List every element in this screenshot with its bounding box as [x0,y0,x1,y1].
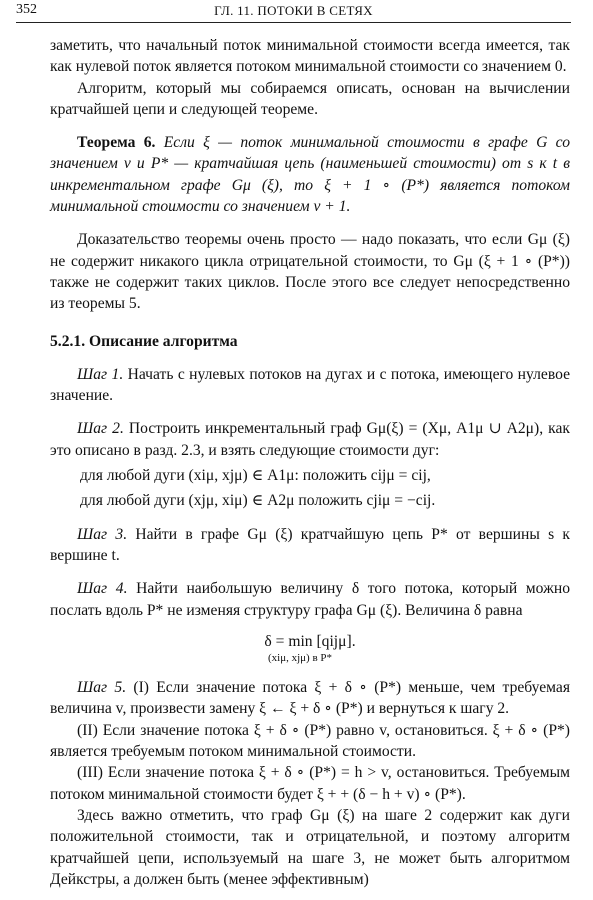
page-number: 352 [16,2,37,17]
step-4 [50,578,570,621]
step-3 [50,524,570,567]
step-2-label: Шаг 2. [77,420,124,438]
theorem-label: Теорема 6. [77,134,156,152]
step-5-label: Шаг 5. [77,679,127,697]
running-title: ГЛ. 11. ПОТОКИ В СЕТЯХ [214,3,373,18]
step-1 [50,364,570,407]
paragraph-algorithm: Алгоритм, который мы собираемся описать, основан на вычислении кратчайшей цепи и следующей теореме. [50,79,570,118]
step-1-text: Начать с нулевых потоков на дугах и с потока, имеющего нулевое значение. [50,365,570,405]
page-header [16,0,571,23]
step-4-label: Шаг 4. [77,580,128,598]
delta-formula-main: δ = min [qijμ]. [264,632,356,650]
step-5 [50,677,570,720]
paragraph-remark: Здесь важно отметить, что граф Gμ (ξ) на шаге 2 содержит как дуги положительной стоимости, так и отрицательной, и поэтому алгоритм кратчайшей цепи, используемый на шаге 3, не может быть алгоритмом Дейкстры, а должен быть (менее эффективным) [50,806,570,888]
step-2 [50,418,570,461]
theorem-text: Если ξ — поток минимальной стоимости в графе G со значением v и P* — кратчайшая цепь (наименьшей стоимости) от s к t в инкрементальном графе Gμ (ξ), то ξ + 1 ∘ (P*) является потоком минимальной стоимости со значением v + 1. [50,134,570,216]
formula-arc-a1: для любой дуги (xiμ, xjμ) ∈ A1μ: положить cijμ = cij, [80,467,431,485]
step-2-text: Построить инкрементальный граф Gμ(ξ) = (Xμ, A1μ ∪ A2μ), как это описано в разд. 2.3, и взять следующие стоимости дуг: [50,420,570,459]
step-3-text: Найти в графе Gμ (ξ) кратчайшую цепь P* от вершины s к вершине t. [50,525,570,564]
step-3-label: Шаг 3. [77,525,128,543]
page-body [50,35,570,890]
theorem-6 [50,132,570,217]
formula-arc-a2: для любой дуги (xjμ, xiμ) ∈ A2μ положить cjiμ = −cij. [80,492,436,510]
delta-formula [50,631,570,665]
step-4-text: Найти наибольшую величину δ того потока, который можно послать вдоль P* не изменяя структуру графа Gμ (ξ). Величина δ равна [50,580,571,619]
step-5-case-2: (II) Если значение потока ξ + δ ∘ (P*) равно v, остановиться. ξ + δ ∘ (P*) является требуемым потоком минимальной стоимости. [50,721,570,761]
step-5-case-3: (III) Если значение потока ξ + δ ∘ (P*) = h > v, остановиться. Требуемым потоком минимальной стоимости будет ξ + + (δ − h + v) ∘ (P*). [50,764,570,803]
step-1-label: Шаг 1. [77,365,124,383]
paragraph-intro: заметить, что начальный поток минимальной стоимости всегда имеется, так как нулевой поток является потоком минимальной стоимости со значением 0. [50,37,570,76]
paragraph-proof: Доказательство теоремы очень просто — надо показать, что если Gμ (ξ) не содержит никакого цикла отрицательной стоимости, то Gμ (ξ + 1 ∘ (P*)) также не содержит таких циклов. После этого все следует непосредственно из теоремы 5. [50,231,570,313]
delta-formula-subscript: (xiμ, xjμ) в P* [267,652,333,665]
step-5-text: (I) Если значение потока ξ + δ ∘ (P*) меньше, чем требуемая величина v, произвести замену ξ ← ξ + δ ∘ (P*) и вернуться к шагу 2. [50,679,570,718]
section-heading: 5.2.1. Описание алгоритма [50,332,238,350]
